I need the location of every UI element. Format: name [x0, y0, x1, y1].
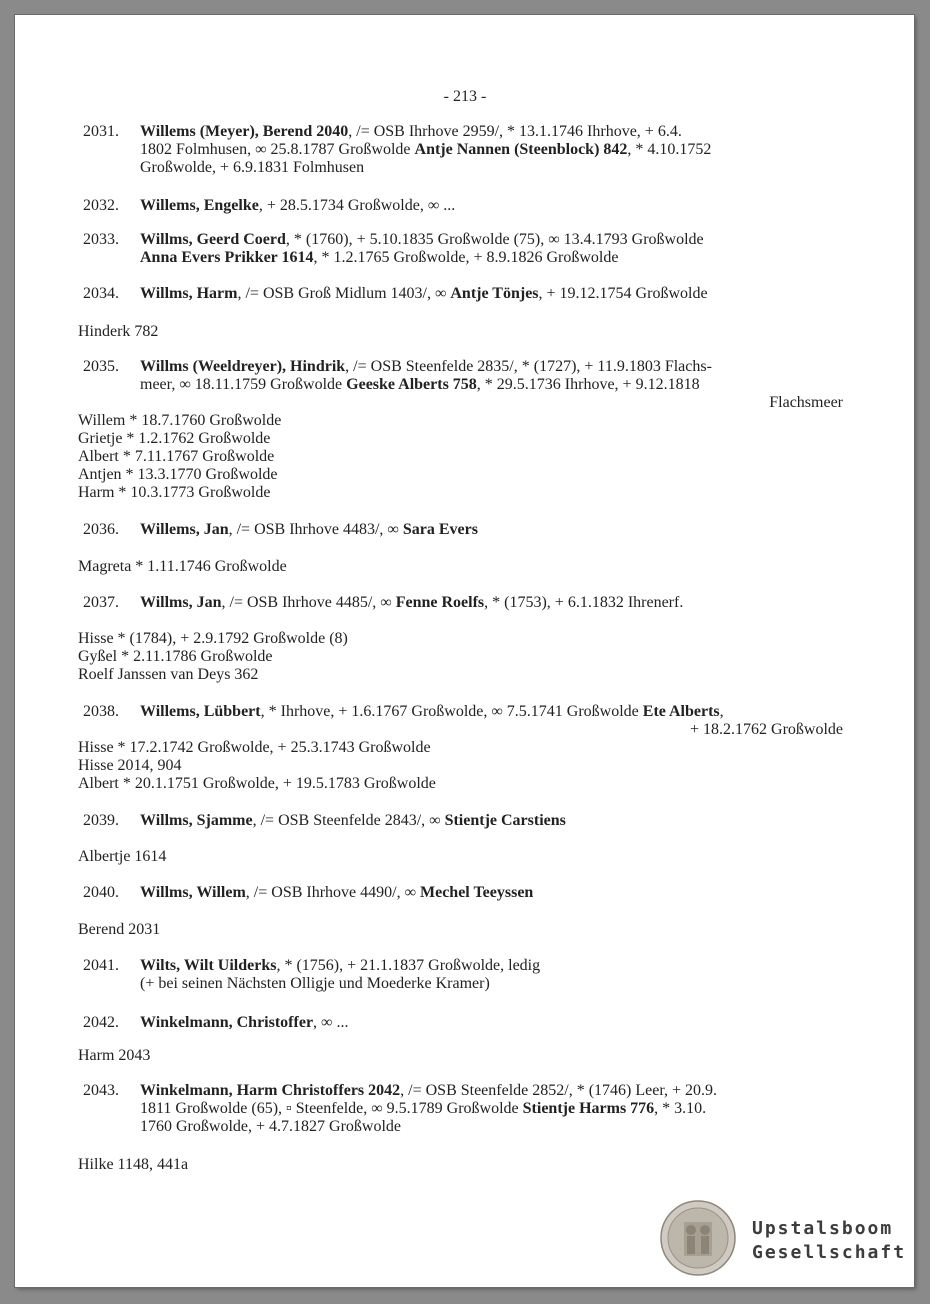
- society-name: [752, 1217, 906, 1265]
- entry-line-right: + 18.2.1762 Großwolde: [689, 721, 843, 738]
- child-line: Hisse * (1784), + 2.9.1792 Großwolde (8): [78, 630, 348, 647]
- entry-number: 2043.: [83, 1082, 119, 1099]
- entry-text: [140, 358, 850, 412]
- society-name-line1: Upstalsboom: [752, 1218, 894, 1239]
- entry-line: Willms, Geerd Coerd, * (1760), + 5.10.1835 Großwolde (75), ∞ 13.4.1793 Großwolde: [140, 231, 704, 248]
- entry-text: [140, 884, 850, 902]
- entry-text: [140, 231, 850, 267]
- entry-line: Willms, Jan, /= OSB Ihrhove 4485/, ∞ Fenne Roelfs, * (1753), + 6.1.1832 Ihrenerf.: [140, 594, 684, 611]
- child-line: Hilke 1148, 441a: [78, 1156, 189, 1173]
- entry-number: 2037.: [83, 594, 119, 611]
- child-line: Gyßel * 2.11.1786 Großwolde: [78, 648, 273, 665]
- entry-number: 2038.: [83, 703, 119, 720]
- child-line: Magreta * 1.11.1746 Großwolde: [78, 558, 287, 575]
- entry-line: Willms, Willem, /= OSB Ihrhove 4490/, ∞ Mechel Teeyssen: [140, 884, 534, 901]
- entry-line: Willms, Sjamme, /= OSB Steenfelde 2843/, ∞ Stientje Carstiens: [140, 812, 566, 829]
- entry-line: Willems (Meyer), Berend 2040, /= OSB Ihrhove 2959/, * 13.1.1746 Ihrhove, + 6.4.: [140, 123, 682, 140]
- children-2036: [78, 558, 778, 576]
- children-2038: [78, 739, 778, 793]
- children-2039: [78, 848, 778, 866]
- child-line: Albert * 20.1.1751 Großwolde, + 19.5.1783 Großwolde: [78, 775, 436, 792]
- child-line: Grietje * 1.2.1762 Großwolde: [78, 430, 271, 447]
- entry-line: Winkelmann, Harm Christoffers 2042, /= OSB Steenfelde 2852/, * (1746) Leer, + 20.9.: [140, 1082, 718, 1099]
- children-2040: [78, 921, 778, 939]
- entry-line: Willms, Harm, /= OSB Groß Midlum 1403/, ∞ Antje Tönjes, + 19.12.1754 Großwolde: [140, 285, 708, 302]
- children-2037: [78, 630, 778, 684]
- entry-number: 2041.: [83, 957, 119, 974]
- child-line: Albert * 7.11.1767 Großwolde: [78, 448, 275, 465]
- entry-text: [140, 1014, 850, 1032]
- entry-line: Willems, Engelke, + 28.5.1734 Großwolde, ∞ ...: [140, 197, 456, 214]
- entry-line: Anna Evers Prikker 1614, * 1.2.1765 Großwolde, + 8.9.1826 Großwolde: [140, 249, 619, 266]
- entry-line: Großwolde, + 6.9.1831 Folmhusen: [140, 159, 365, 176]
- child-line: Harm 2043: [78, 1047, 151, 1064]
- children-2035: [78, 412, 778, 502]
- entry-text: [140, 521, 850, 539]
- child-line: Berend 2031: [78, 921, 161, 938]
- child-line: Albertje 1614: [78, 848, 167, 865]
- children-2042: [78, 1047, 778, 1065]
- entry-number: 2035.: [83, 358, 119, 375]
- entry-line: 1802 Folmhusen, ∞ 25.8.1787 Großwolde Antje Nannen (Steenblock) 842, * 4.10.1752: [140, 141, 712, 158]
- entry-number: 2034.: [83, 285, 119, 302]
- child-line: Harm * 10.3.1773 Großwolde: [78, 484, 271, 501]
- entry-number: 2031.: [83, 123, 119, 140]
- entry-text: [140, 957, 850, 993]
- child-line: Hisse * 17.2.1742 Großwolde, + 25.3.1743 Großwolde: [78, 739, 431, 756]
- entry-text: [140, 1082, 850, 1136]
- entry-text: [140, 123, 850, 177]
- child-line: Antjen * 13.3.1770 Großwolde: [78, 466, 278, 483]
- page-number: - 213 -: [443, 88, 487, 105]
- society-name-line2: Gesellschaft: [752, 1242, 907, 1263]
- child-line: Roelf Janssen van Deys 362: [78, 666, 259, 683]
- entry-line: Willms (Weeldreyer), Hindrik, /= OSB Steenfelde 2835/, * (1727), + 11.9.1803 Flachs-: [140, 358, 712, 375]
- entry-number: 2033.: [83, 231, 119, 248]
- entry-number: 2032.: [83, 197, 119, 214]
- children-2034: [78, 323, 778, 341]
- children-2043: [78, 1156, 778, 1174]
- entry-line: 1760 Großwolde, + 4.7.1827 Großwolde: [140, 1118, 401, 1135]
- entry-text: [140, 197, 850, 215]
- entry-line: 1811 Großwolde (65), ▫ Steenfelde, ∞ 9.5.1789 Großwolde Stientje Harms 776, * 3.10.: [140, 1100, 707, 1117]
- entry-number: 2042.: [83, 1014, 119, 1031]
- entry-line: meer, ∞ 18.11.1759 Großwolde Geeske Alberts 758, * 29.5.1736 Ihrhove, + 9.12.1818: [140, 376, 700, 393]
- entry-number: 2040.: [83, 884, 119, 901]
- child-line: Willem * 18.7.1760 Großwolde: [78, 412, 282, 429]
- entry-line: (+ bei seinen Nächsten Olligje und Moederke Kramer): [140, 975, 490, 992]
- society-seal: [660, 1200, 736, 1276]
- entry-line-right: Flachsmeer: [769, 394, 843, 411]
- entry-line: Wilts, Wilt Uilderks, * (1756), + 21.1.1837 Großwolde, ledig: [140, 957, 541, 974]
- entry-text: [140, 285, 850, 303]
- entry-line: Willems, Lübbert, * Ihrhove, + 1.6.1767 Großwolde, ∞ 7.5.1741 Großwolde Ete Alberts,: [140, 703, 724, 720]
- child-line: Hinderk 782: [78, 323, 159, 340]
- entry-line: Winkelmann, Christoffer, ∞ ...: [140, 1014, 349, 1031]
- entry-line: Willems, Jan, /= OSB Ihrhove 4483/, ∞ Sara Evers: [140, 521, 478, 538]
- entry-number: 2036.: [83, 521, 119, 538]
- entry-text: [140, 594, 850, 612]
- entry-text: [140, 812, 850, 830]
- entry-number: 2039.: [83, 812, 119, 829]
- entry-text: [140, 703, 850, 739]
- child-line: Hisse 2014, 904: [78, 757, 182, 774]
